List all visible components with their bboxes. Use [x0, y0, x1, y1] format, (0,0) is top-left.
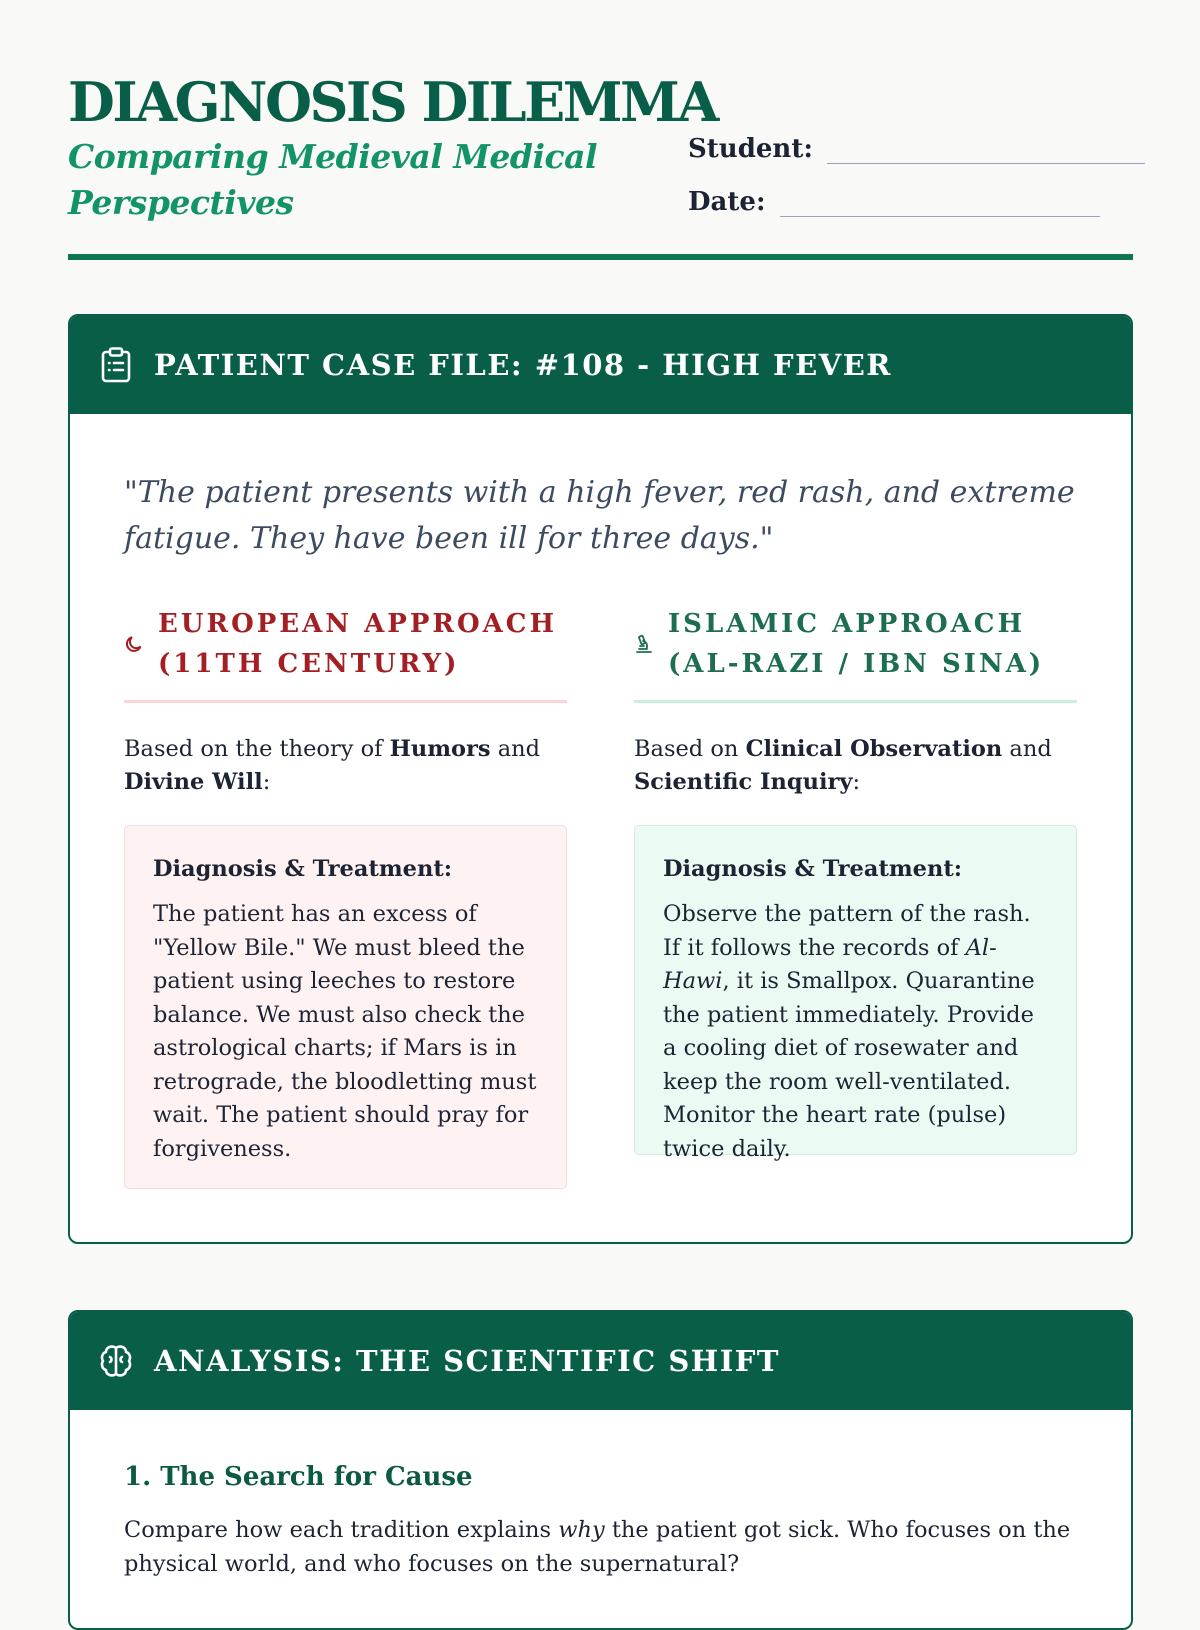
approach-columns	[124, 604, 1077, 1189]
date-field	[688, 187, 1100, 217]
brain-icon	[98, 1343, 134, 1379]
analysis-body	[70, 1462, 1131, 1581]
prompt-text-part: the patient got sick. Who focuses on the physical world, and who focuses on the supernatural?	[124, 1517, 1071, 1577]
islamic-basis	[634, 733, 1077, 799]
basis-term-humors: Humors	[389, 736, 491, 762]
european-box-title: Diagnosis & Treatment:	[153, 856, 453, 882]
section-1-title: 1. The Search for Cause	[124, 1462, 473, 1492]
basis-text: :	[852, 769, 861, 795]
section-1-prompt	[124, 1514, 1077, 1581]
basis-term-clinical-observation: Clinical Observation	[745, 736, 1003, 762]
basis-text: and	[490, 736, 541, 762]
case-file-title: PATIENT CASE FILE: #108 - HIGH FEVER	[154, 348, 892, 382]
microscope-icon	[634, 633, 654, 655]
islamic-approach-heading	[634, 604, 1077, 703]
islamic-diagnosis-box	[634, 825, 1077, 1162]
worksheet-page	[68, 0, 1133, 1577]
al-hawi-reference: Al-Hawi	[663, 934, 997, 994]
islamic-approach-title: ISLAMIC APPROACH (AL-RAZI / IBN SINA)	[668, 609, 1045, 679]
date-label: Date:	[688, 187, 766, 217]
european-diagnosis-box	[124, 825, 567, 1189]
clipboard-icon	[98, 347, 134, 383]
islamic-approach	[634, 604, 1077, 1189]
analysis-title: ANALYSIS: THE SCIENTIFIC SHIFT	[154, 1344, 780, 1378]
basis-text: and	[1002, 736, 1052, 762]
page-subtitle: Comparing Medieval Medical Perspectives	[68, 137, 597, 222]
analysis-card	[68, 1310, 1133, 1630]
worksheet-header	[68, 0, 1133, 262]
analysis-header	[70, 1312, 1131, 1410]
basis-term-scientific-inquiry: Scientific Inquiry	[634, 769, 853, 795]
moon-icon	[124, 633, 144, 655]
basis-term-divine-will: Divine Will	[124, 769, 263, 795]
european-box-text: The patient has an excess of "Yellow Bile." We must bleed the patient using leeches to restore balance. We must also check the astrological charts; if Mars is in retrograde, the bloodletting must wait. The patient should pray for forgiveness.	[153, 901, 537, 1162]
islamic-box-title: Diagnosis & Treatment:	[663, 856, 963, 882]
european-approach	[124, 604, 567, 1189]
european-basis	[124, 733, 567, 799]
basis-text: :	[262, 769, 271, 795]
student-field	[688, 134, 1145, 164]
student-label: Student:	[688, 134, 813, 164]
european-approach-heading	[124, 604, 567, 703]
date-input[interactable]	[780, 210, 1100, 217]
box-text-part: , it is Smallpox. Quarantine the patient immediately. Provide a cooling diet of rosewater and keep the room well-ventilated. Monitor the heart rate (pulse) twice daily.	[663, 968, 1035, 1162]
page-title: DIAGNOSIS DILEMMA	[68, 70, 717, 134]
case-file-card	[68, 314, 1133, 1244]
basis-text: Based on the theory of	[124, 736, 390, 762]
islamic-box-text	[663, 898, 1048, 1166]
case-file-header	[70, 316, 1131, 414]
european-approach-title: EUROPEAN APPROACH (11TH CENTURY)	[158, 609, 558, 679]
header-divider	[68, 254, 1133, 260]
student-name-input[interactable]	[827, 157, 1145, 164]
patient-quote: "The patient presents with a high fever, red rash, and extreme fatigue. They have been ill for three days."	[124, 475, 1075, 556]
prompt-emphasis: why	[558, 1517, 605, 1543]
box-text-part: Observe the pattern of the rash. If it follows the records of	[663, 901, 1031, 961]
case-file-body	[70, 470, 1131, 1189]
basis-text: Based on	[634, 736, 746, 762]
prompt-text-part: Compare how each tradition explains	[124, 1517, 559, 1543]
